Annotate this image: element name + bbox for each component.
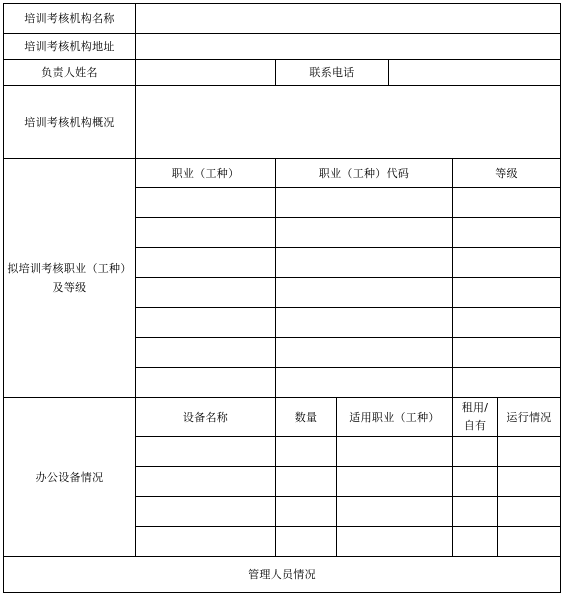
grade-cell[interactable] xyxy=(453,218,560,247)
equipment-name-cell[interactable] xyxy=(136,437,275,466)
occupation-section-label-line2: 及等级 xyxy=(52,281,87,294)
occupation-cell[interactable] xyxy=(136,248,275,277)
quantity-header: 数量 xyxy=(294,410,318,424)
grade-cell[interactable] xyxy=(453,368,560,397)
phone-field[interactable] xyxy=(389,60,560,85)
rent-own-header-line1: 租用/ xyxy=(461,401,489,414)
occupation-code-cell[interactable] xyxy=(276,368,452,397)
applicable-occupation-header: 适用职业（工种） xyxy=(349,410,440,424)
occupation-section-label xyxy=(4,159,135,397)
occupation-cell[interactable] xyxy=(136,338,275,367)
rent-own-cell[interactable] xyxy=(453,437,497,466)
equipment-section-label: 办公设备情况 xyxy=(35,470,104,484)
org-overview-field[interactable] xyxy=(136,86,560,158)
occupation-code-cell[interactable] xyxy=(276,308,452,337)
person-in-charge-field[interactable] xyxy=(136,60,275,85)
quantity-cell[interactable] xyxy=(276,497,336,526)
applicable-occupation-cell[interactable] xyxy=(337,527,452,556)
grade-cell[interactable] xyxy=(453,338,560,367)
rent-own-cell[interactable] xyxy=(453,497,497,526)
org-overview-label: 培训考核机构概况 xyxy=(24,115,115,129)
occupation-header: 职业（工种） xyxy=(171,166,240,180)
equipment-name-cell[interactable] xyxy=(136,467,275,496)
management-staff-label: 管理人员情况 xyxy=(248,568,316,581)
rent-own-cell[interactable] xyxy=(453,467,497,496)
operation-status-cell[interactable] xyxy=(498,527,560,556)
operation-status-cell[interactable] xyxy=(498,467,560,496)
occupation-code-cell[interactable] xyxy=(276,338,452,367)
equipment-name-cell[interactable] xyxy=(136,527,275,556)
operation-status-cell[interactable] xyxy=(498,437,560,466)
applicable-occupation-cell[interactable] xyxy=(337,467,452,496)
org-address-field[interactable] xyxy=(136,34,560,59)
person-in-charge-label: 负责人姓名 xyxy=(41,66,98,79)
occupation-cell[interactable] xyxy=(136,368,275,397)
grade-cell[interactable] xyxy=(453,308,560,337)
rent-own-header xyxy=(453,398,497,436)
quantity-cell[interactable] xyxy=(276,467,336,496)
operation-status-cell[interactable] xyxy=(498,497,560,526)
quantity-cell[interactable] xyxy=(276,527,336,556)
occupation-code-cell[interactable] xyxy=(276,218,452,247)
applicable-occupation-cell[interactable] xyxy=(337,497,452,526)
occupation-code-cell[interactable] xyxy=(276,248,452,277)
org-name-field[interactable] xyxy=(136,4,560,33)
rent-own-header-line2: 自有 xyxy=(463,419,487,432)
grade-cell[interactable] xyxy=(453,278,560,307)
occupation-cell[interactable] xyxy=(136,218,275,247)
rule-bottom xyxy=(3,592,561,593)
rule-right xyxy=(560,3,561,593)
grade-cell[interactable] xyxy=(453,248,560,277)
occupation-cell[interactable] xyxy=(136,278,275,307)
grade-cell[interactable] xyxy=(453,188,560,217)
operation-status-header: 运行情况 xyxy=(506,410,552,424)
occupation-section-label-line1: 拟培训考核职业（工种） xyxy=(7,262,132,275)
training-org-form xyxy=(3,3,561,593)
occupation-code-cell[interactable] xyxy=(276,278,452,307)
equipment-name-cell[interactable] xyxy=(136,497,275,526)
org-address-label: 培训考核机构地址 xyxy=(24,40,115,53)
occupation-code-header: 职业（工种）代码 xyxy=(318,166,410,180)
grade-header: 等级 xyxy=(495,166,518,180)
phone-label: 联系电话 xyxy=(309,66,355,79)
occupation-cell[interactable] xyxy=(136,308,275,337)
rent-own-cell[interactable] xyxy=(453,527,497,556)
occupation-cell[interactable] xyxy=(136,188,275,217)
org-name-label: 培训考核机构名称 xyxy=(24,12,115,25)
occupation-code-cell[interactable] xyxy=(276,188,452,217)
quantity-cell[interactable] xyxy=(276,437,336,466)
applicable-occupation-cell[interactable] xyxy=(337,437,452,466)
equipment-name-header: 设备名称 xyxy=(182,410,229,424)
